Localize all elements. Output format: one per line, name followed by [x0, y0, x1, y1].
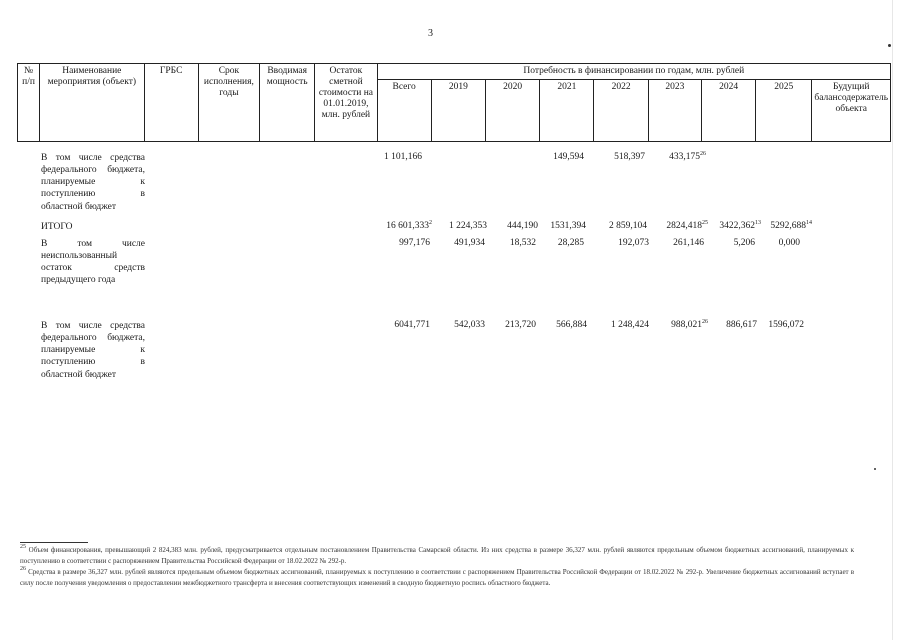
header-remainder: Остаток сметной стоимости на 01.01.2019, млн. рублей [315, 64, 377, 142]
cell-2024: 886,617 [726, 320, 757, 330]
page-number: 3 [428, 28, 433, 39]
cell-2019: 491,934 [454, 238, 485, 248]
cell-2022: 192,073 [618, 238, 649, 248]
footnote: $^{26}$ Средства в размере 36,327 млн. рублей являются предельным объемом бюджетных ассигнований, планируемых к поступлению в соответствии с распоряжением Правительства Российской Федерации от 18.02.2022 № 292-р. Увеличение бюджетных ассигнований вступает в силу после получения уведомления о предоставлении межбюджетного трансферта и внесения соответствующих изменений в сводную бюджетную роспись областного бюджета. [20, 566, 854, 587]
row-total: 1 101,166 [384, 152, 422, 162]
header-capacity: Вводимая мощность [260, 64, 315, 142]
cell-2023: 261,146 [673, 238, 704, 248]
header-year-2023: 2023 [648, 80, 701, 142]
cell-2024: 5,206 [733, 238, 755, 248]
cell-2021: 28,285 [557, 238, 584, 248]
cell-2021: 1531,394 [550, 221, 586, 231]
row-label: ИТОГО [41, 222, 73, 232]
scan-edge [892, 0, 893, 640]
scan-speck [874, 468, 876, 470]
cell-2021: 566,884 [556, 320, 587, 330]
scan-speck [888, 44, 891, 47]
cell-2022: 518,397 [614, 152, 645, 162]
cell-2020: 444,190 [507, 221, 538, 231]
row-total: 6041,771 [394, 320, 430, 330]
footnote-separator [20, 542, 88, 543]
header-term: Срок исполнения, годы [198, 64, 259, 142]
row-total: 16 601,333$^2$ [386, 220, 432, 231]
cell-2021: 149,594 [553, 152, 584, 162]
header-name: Наименование мероприятия (объект) [40, 64, 144, 142]
row-label: В том числе средства федерального бюджета, планируемые к поступлению в областной бюджет [41, 321, 145, 380]
cell-2022: 1 248,424 [611, 320, 649, 330]
financing-table-header [17, 63, 891, 142]
header-total: Всего [377, 80, 431, 142]
cell-2020: 213,720 [505, 320, 536, 330]
cell-2020: 18,532 [509, 238, 536, 248]
cell-2023: 2824,418$^{25}$ [666, 220, 708, 231]
header-grbs: ГРБС [144, 64, 198, 142]
header-balance-holder: Будущий балансодержатель объекта [812, 80, 891, 142]
header-year-2022: 2022 [594, 80, 648, 142]
cell-2024: 3422,362$^{13}$ [719, 220, 761, 231]
cell-2025: 5292,688$^{14}$ [770, 220, 812, 231]
cell-2022: 2 859,104 [609, 221, 647, 231]
header-year-2020: 2020 [486, 80, 540, 142]
header-number: № п/п [18, 64, 40, 142]
header-year-2019: 2019 [431, 80, 485, 142]
cell-2019: 1 224,353 [449, 221, 487, 231]
row-label: В том числе средства федерального бюджета, планируемые к поступлению в областной бюджет [41, 153, 145, 212]
row-label: В том числе неиспользованный остаток средств предыдущего года [41, 239, 145, 286]
header-year-2021: 2021 [540, 80, 594, 142]
header-year-2024: 2024 [701, 80, 755, 142]
row-total: 997,176 [399, 238, 430, 248]
cell-2025: 1596,072 [768, 320, 804, 330]
cell-2019: 542,033 [454, 320, 485, 330]
cell-2023: 988,021$^{26}$ [671, 319, 708, 330]
cell-2023: 433,175$^{26}$ [669, 151, 706, 162]
footnote: $^{25}$ Объем финансирования, превышающий 2 824,383 млн. рублей, предусматривается отдельным постановлением Правительства Самарской области. Из них средства в размере 36,327 млн. рублей являются предельным объемом бюджетных ассигнований, планируемых к поступлению в соответствии с распоряжением Правительства Российской Федерации от 18.02.2022 № 292-р. [20, 544, 855, 565]
header-financing-group: Потребность в финансировании по годам, млн. рублей [377, 64, 890, 80]
header-year-2025: 2025 [756, 80, 812, 142]
cell-2025: 0,000 [778, 238, 800, 248]
